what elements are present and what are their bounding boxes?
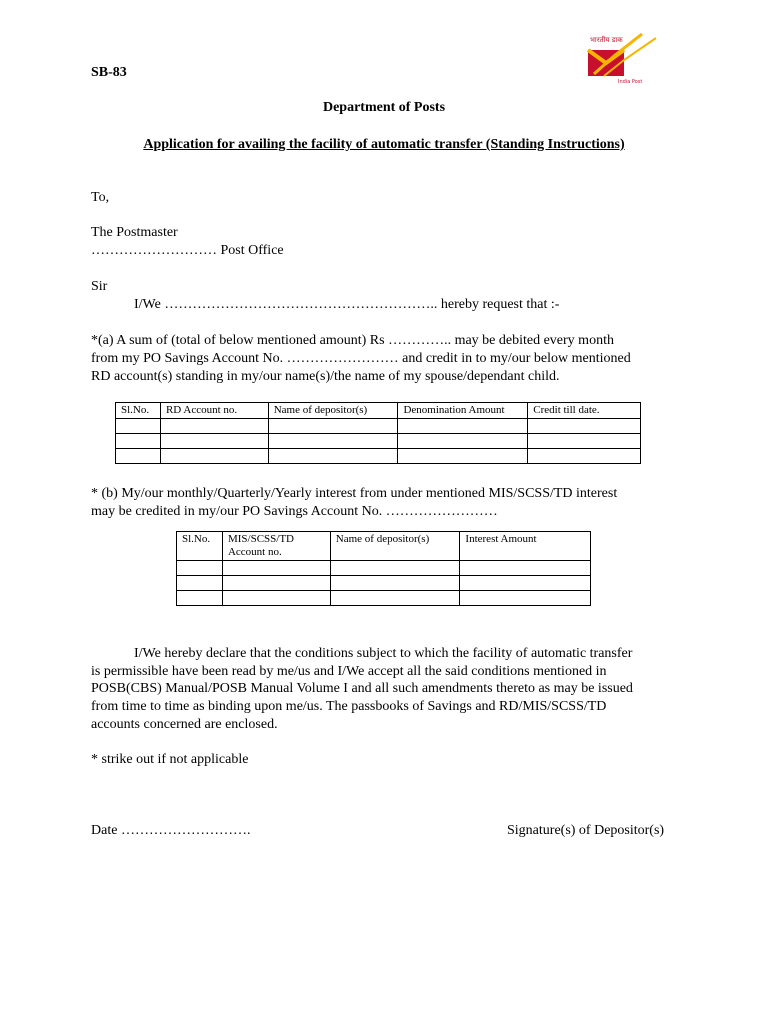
date-label: Date <box>91 823 118 838</box>
header-interest-amount: Interest Amount <box>460 532 591 561</box>
table-cell[interactable] <box>330 591 460 606</box>
para-a-line2-start: from my PO Savings Account No. <box>91 351 284 366</box>
table-cell[interactable] <box>330 561 460 576</box>
declaration-line4: from time to time as binding upon me/us. The passbooks of Savings and RD/MIS/SCSS/TD <box>91 699 607 714</box>
mis-account-table <box>176 531 591 606</box>
request-prefix: I/We <box>134 297 161 312</box>
table-cell[interactable] <box>268 449 398 464</box>
declaration-line1: I/We hereby declare that the conditions subject to which the facility of automatic transfer <box>134 646 633 661</box>
para-b-line2 <box>91 503 498 520</box>
table-cell[interactable] <box>222 561 330 576</box>
date-dots[interactable]: ………………………. <box>120 823 251 838</box>
post-office-line <box>91 242 284 259</box>
table-cell[interactable] <box>160 449 268 464</box>
para-a-line2-end: and credit in to my/our below mentioned <box>402 351 631 366</box>
table-row <box>116 434 641 449</box>
table-cell[interactable] <box>460 576 591 591</box>
savings-account-dots[interactable]: …………………… <box>286 351 399 366</box>
table-row <box>177 591 591 606</box>
para-a-line1-end: may be debited every month <box>454 333 614 348</box>
table-cell[interactable] <box>528 419 641 434</box>
request-line <box>134 296 559 313</box>
header-sl-no: Sl.No. <box>177 532 223 561</box>
strike-out-note: * strike out if not applicable <box>91 752 249 767</box>
table-row <box>177 576 591 591</box>
table-cell[interactable] <box>528 449 641 464</box>
amount-dots[interactable]: ………….. <box>388 333 452 348</box>
table-cell[interactable] <box>116 419 161 434</box>
para-a-line3: RD account(s) standing in my/our name(s)/the name of my spouse/dependant child. <box>91 369 560 384</box>
header-mis-account: MIS/SCSS/TD Account no. <box>222 532 330 561</box>
rd-account-table <box>115 402 641 464</box>
signature-label: Signature(s) of Depositor(s) <box>507 823 665 838</box>
header-sl-no: Sl.No. <box>116 403 161 419</box>
post-office-dots[interactable]: ……………………… <box>91 243 217 258</box>
table-cell[interactable] <box>268 419 398 434</box>
logo-script-text: भारतीय डाक <box>590 36 623 44</box>
addressee: The Postmaster <box>91 225 178 240</box>
form-heading: Application for availing the facility of automatic transfer (Standing Instructions) <box>143 137 625 152</box>
table-cell[interactable] <box>460 561 591 576</box>
logo-caption: India Post <box>618 79 643 85</box>
form-code: SB-83 <box>91 65 127 80</box>
para-a-line2 <box>91 350 631 367</box>
table-cell[interactable] <box>160 419 268 434</box>
request-suffix: hereby request that :- <box>440 297 560 312</box>
table-cell[interactable] <box>177 561 223 576</box>
header-rd-account: RD Account no. <box>160 403 268 419</box>
declaration-line5: accounts concerned are enclosed. <box>91 717 278 732</box>
date-line <box>91 822 250 839</box>
india-post-logo <box>584 30 660 86</box>
table-cell[interactable] <box>330 576 460 591</box>
table-cell[interactable] <box>398 434 528 449</box>
para-a-line1-start: *(a) A sum of (total of below mentioned amount) Rs <box>91 333 385 348</box>
salutation: Sir <box>91 279 108 294</box>
table-cell[interactable] <box>116 449 161 464</box>
table-cell[interactable] <box>268 434 398 449</box>
header-depositor-name: Name of depositor(s) <box>330 532 460 561</box>
table-cell[interactable] <box>116 434 161 449</box>
table-cell[interactable] <box>398 449 528 464</box>
post-office-label: Post Office <box>220 243 284 258</box>
table-row <box>177 561 591 576</box>
table-header-row <box>177 532 591 561</box>
table-row <box>116 449 641 464</box>
header-depositor-name: Name of depositor(s) <box>268 403 398 419</box>
header-credit-till: Credit till date. <box>528 403 641 419</box>
table-cell[interactable] <box>528 434 641 449</box>
table-cell[interactable] <box>222 576 330 591</box>
para-b-line2-start: may be credited in my/our PO Savings Account No. <box>91 504 383 519</box>
para-a-line1 <box>91 332 614 349</box>
declaration-line3: POSB(CBS) Manual/POSB Manual Volume I and all such amendments thereto as may be issued <box>91 681 633 696</box>
declaration-line2: is permissible have been read by me/us and I/We accept all the said conditions mentioned in <box>91 664 607 679</box>
department-title: Department of Posts <box>322 100 446 115</box>
table-cell[interactable] <box>177 576 223 591</box>
table-cell[interactable] <box>398 419 528 434</box>
table-cell[interactable] <box>222 591 330 606</box>
to-line: To, <box>91 190 110 205</box>
request-name-dots[interactable]: ………………………………………………….. <box>164 297 438 312</box>
table-header-row <box>116 403 641 419</box>
header-denomination: Denomination Amount <box>398 403 528 419</box>
table-cell[interactable] <box>460 591 591 606</box>
interest-account-dots[interactable]: …………………… <box>385 504 498 519</box>
table-cell[interactable] <box>177 591 223 606</box>
table-row <box>116 419 641 434</box>
para-b-line1: * (b) My/our monthly/Quarterly/Yearly interest from under mentioned MIS/SCSS/TD interest <box>91 486 618 501</box>
table-cell[interactable] <box>160 434 268 449</box>
